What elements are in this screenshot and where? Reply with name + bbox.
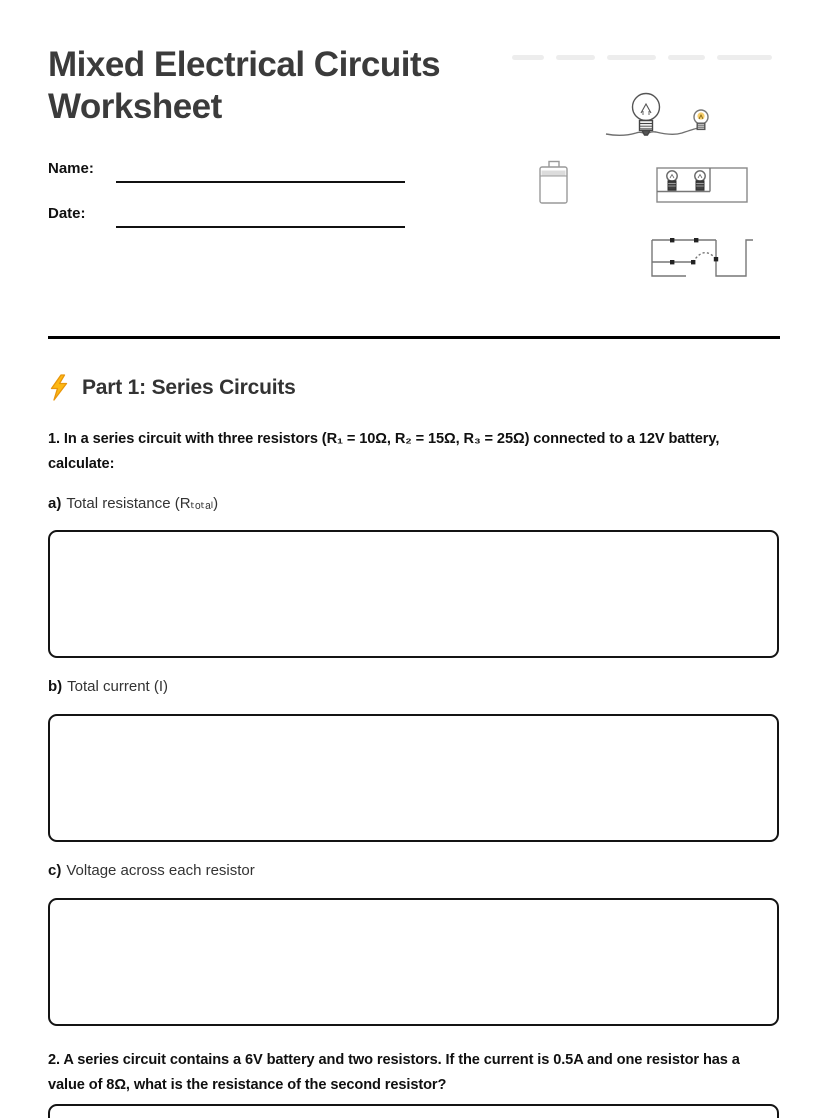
subquestion-1b-label: b) Total current (I) <box>48 678 169 695</box>
name-field-label: Name: <box>48 160 94 177</box>
part1-heading <box>48 374 296 401</box>
question-1-text: 1. In a series circuit with three resistors (R₁ = 10Ω, R₂ = 15Ω, R₃ = 25Ω) connected to a 12V battery, calculate: <box>48 431 720 472</box>
page-title: Mixed Electrical Circuits Worksheet <box>48 45 441 126</box>
answer-box-q2[interactable] <box>48 1104 779 1118</box>
circuit-illustrations <box>510 48 790 288</box>
date-fill-line[interactable] <box>116 226 405 228</box>
battery-icon <box>540 162 567 204</box>
section-divider <box>48 336 780 339</box>
date-field-label: Date: <box>48 205 86 222</box>
answer-box-q1a[interactable] <box>48 530 779 658</box>
two-bulbs-on-wire-icon <box>606 94 708 136</box>
question-2-text: 2. A series circuit contains a 6V battery and two resistors. If the current is 0.5A and one resistor has a value of 8Ω, what is the resistance of the second resistor? <box>48 1052 740 1093</box>
name-fill-line[interactable] <box>116 181 405 183</box>
subquestion-1a-label: a) Total resistance (Rₜₒₜₐₗ) <box>48 495 219 512</box>
two-bulb-series-circuit-icon <box>657 168 747 202</box>
wire-jump-schematic-icon <box>652 238 753 276</box>
subquestion-1c-label: c) Voltage across each resistor <box>48 862 255 879</box>
part1-heading-text: Part 1: Series Circuits <box>82 375 296 399</box>
answer-box-q1c[interactable] <box>48 898 779 1026</box>
answer-box-q1b[interactable] <box>48 714 779 842</box>
lightning-bolt-icon <box>48 374 70 401</box>
